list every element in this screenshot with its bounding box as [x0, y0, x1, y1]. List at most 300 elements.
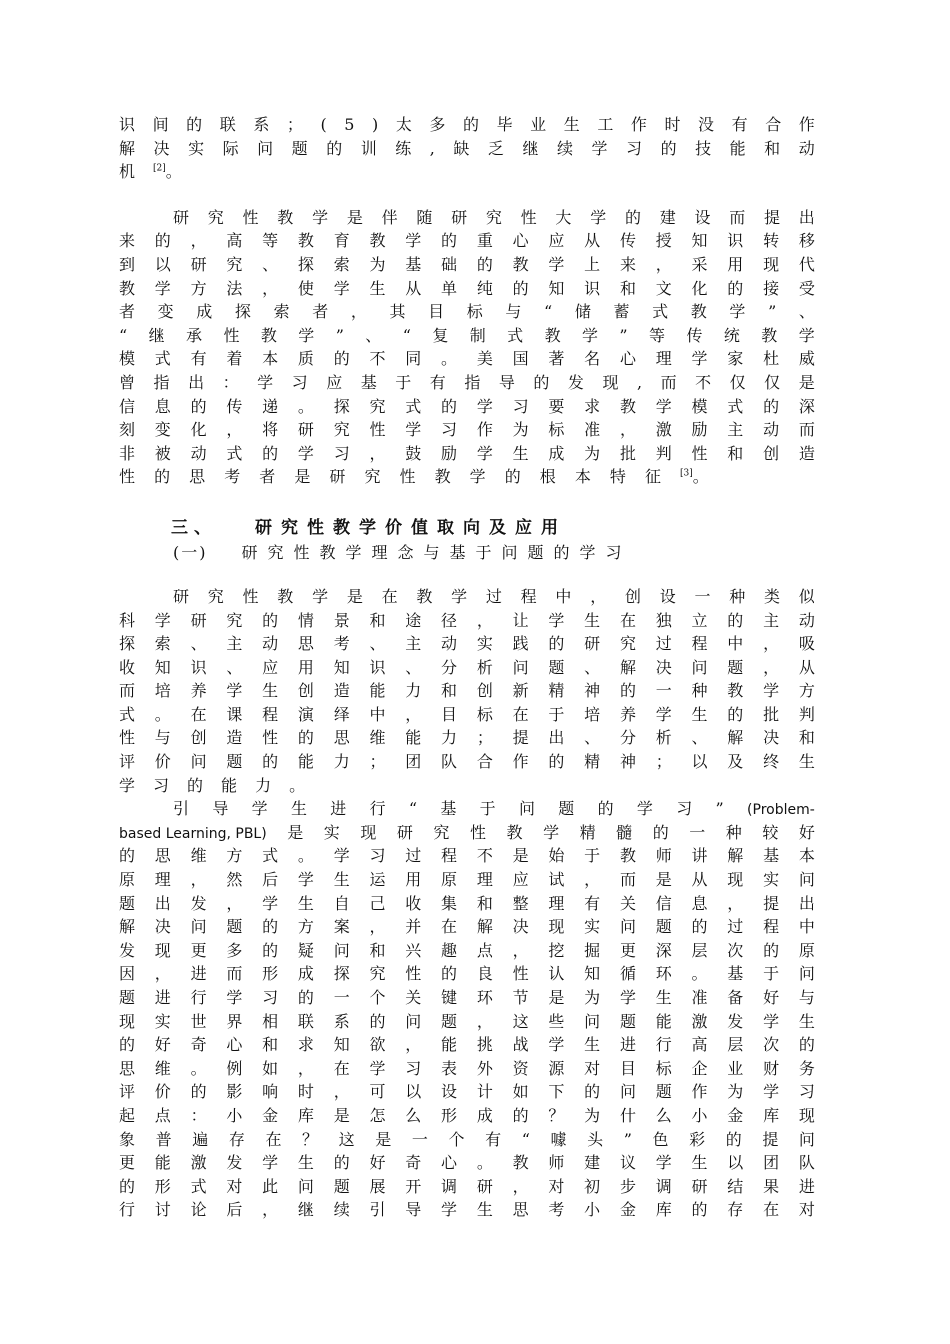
text-glyph: 而 [798, 420, 815, 440]
text-glyph: 进 [798, 1176, 815, 1196]
text-glyph: 题 [226, 752, 243, 772]
text-glyph: 整 [512, 893, 529, 913]
text-glyph: 行 [655, 1035, 672, 1055]
text-glyph: 性 [691, 443, 708, 463]
text-glyph: 的 [691, 917, 708, 937]
text-glyph: 开 [405, 1176, 422, 1196]
text-glyph: 重 [476, 231, 493, 251]
text-glyph: 实 [154, 1011, 171, 1031]
text-glyph: 没 [698, 115, 715, 134]
text-glyph: 究 [226, 254, 243, 274]
text-glyph: 进 [154, 988, 171, 1007]
text-glyph: 息 [154, 396, 171, 416]
text-glyph: 续 [333, 1200, 350, 1220]
text-glyph: 种 [691, 681, 708, 701]
subsection-title: 研究性教学理念与基于问题的学习 [241, 542, 632, 562]
text-glyph: 和 [476, 893, 493, 913]
text-glyph: 多 [429, 115, 446, 134]
text-glyph: ” [619, 325, 628, 345]
text-glyph: 彩 [689, 1129, 706, 1149]
section-title: 研究性教学价值取向及应用 [255, 517, 567, 538]
text-glyph: 神 [584, 681, 601, 701]
text-glyph: 髓 [616, 822, 633, 842]
text-glyph: 、 [190, 634, 207, 654]
text-glyph: 实 [763, 870, 780, 890]
text-glyph: 性 [469, 822, 486, 842]
text-glyph: ， [154, 964, 171, 984]
text-glyph: 变 [157, 302, 174, 322]
text-glyph: 发 [567, 372, 584, 392]
text-glyph: 信 [655, 893, 672, 913]
text-glyph: 求 [584, 396, 601, 416]
text-glyph: 教 [277, 586, 294, 606]
text-glyph: 学 [405, 231, 422, 251]
text-glyph: 征 [644, 467, 661, 487]
text-glyph: 立 [691, 610, 708, 630]
text-glyph: 设 [694, 207, 711, 227]
text-glyph: 径 [441, 610, 458, 630]
text-glyph: 的 [333, 1153, 350, 1173]
text-glyph: 习 [369, 846, 386, 866]
text-glyph: 学 [548, 610, 565, 630]
text-glyph: 习 [333, 443, 350, 463]
text-glyph: 时 [664, 115, 681, 134]
text-glyph: ， [727, 893, 744, 913]
text-glyph: 原 [119, 870, 136, 890]
text-glyph: 系 [253, 115, 270, 134]
text-glyph: 良 [476, 964, 493, 984]
text-line [119, 324, 815, 348]
text-glyph: 、 [584, 657, 601, 677]
text-glyph: 业 [530, 115, 547, 134]
text-glyph: 形 [154, 1176, 171, 1196]
text-glyph: 识 [119, 115, 136, 134]
text-glyph: 式 [727, 396, 744, 416]
text-glyph: 和 [619, 278, 636, 298]
text-glyph: 过 [727, 917, 744, 937]
text-glyph: 生 [262, 681, 279, 701]
text-glyph: 从 [798, 657, 815, 677]
text-glyph: (Problem- [747, 802, 815, 819]
text-glyph: 式 [652, 302, 669, 322]
text-glyph: 课 [226, 704, 243, 724]
text-glyph: 进 [330, 799, 347, 819]
text-glyph: 息 [691, 893, 708, 913]
text-glyph: 不 [695, 372, 712, 392]
text-glyph: 单 [441, 278, 458, 298]
text-glyph: 和 [369, 940, 386, 960]
text-glyph: 受 [798, 278, 815, 298]
text-glyph: 使 [297, 278, 314, 298]
text-glyph: 发 [190, 893, 207, 913]
text-glyph: 用 [727, 254, 744, 274]
text-glyph: 色 [652, 1129, 669, 1149]
text-glyph: 作 [512, 752, 529, 772]
text-glyph: 研 [173, 207, 190, 227]
text-glyph: 的 [533, 372, 550, 392]
text-glyph: 础 [441, 254, 458, 274]
text-glyph: 现 [360, 822, 377, 842]
text-glyph: 备 [727, 988, 744, 1007]
text-glyph: 养 [619, 704, 636, 724]
text-glyph: ， [369, 917, 386, 937]
text-glyph: 的 [476, 254, 493, 274]
text-glyph: 知 [691, 231, 708, 251]
text-glyph: 教 [761, 325, 778, 345]
text-glyph: 索 [333, 254, 350, 274]
text-glyph: 过 [655, 634, 672, 654]
text-line [119, 892, 815, 916]
text-glyph: 联 [297, 1011, 314, 1031]
text-glyph: 究 [433, 822, 450, 842]
text-glyph: 本 [262, 349, 279, 369]
text-glyph: 讲 [691, 846, 708, 866]
text-glyph: 实 [476, 634, 493, 654]
text-line [119, 585, 815, 609]
text-glyph: 大 [555, 207, 572, 227]
text-line [119, 821, 815, 845]
text-glyph: 是 [375, 1129, 392, 1149]
text-glyph: 现 [548, 917, 565, 937]
text-glyph: 思 [189, 467, 206, 487]
text-glyph: 动 [798, 138, 815, 158]
text-glyph: 新 [512, 681, 529, 701]
text-glyph: 关 [405, 988, 422, 1007]
text-glyph: 判 [655, 443, 672, 463]
text-glyph: 主 [405, 634, 422, 654]
text-glyph: 以 [727, 1153, 744, 1173]
text-glyph: 动 [262, 634, 279, 654]
text-glyph: 式 [154, 349, 171, 369]
text-glyph: 对 [226, 1176, 243, 1196]
text-line [119, 797, 815, 821]
text-glyph: 来 [619, 254, 636, 274]
text-glyph: 更 [119, 1153, 136, 1173]
text-glyph: 一 [655, 681, 672, 701]
text-line [119, 656, 815, 680]
text-glyph: 维 [154, 1058, 171, 1078]
text-glyph: 队 [441, 752, 458, 772]
text-glyph: 导 [212, 799, 229, 819]
text-glyph: 存 [727, 1200, 744, 1220]
text-line [119, 1128, 815, 1152]
text-glyph: 模 [691, 396, 708, 416]
text-glyph: 过 [405, 846, 422, 866]
text-glyph: 形 [441, 1105, 458, 1125]
text-glyph: 研 [190, 610, 207, 630]
text-glyph: 被 [154, 443, 171, 463]
text-glyph: 教 [277, 207, 294, 227]
text-glyph: 现 [727, 870, 744, 890]
text-glyph: 继 [148, 325, 165, 345]
text-line [119, 844, 815, 868]
text-glyph: 生 [798, 1011, 815, 1031]
text-glyph: 判 [798, 704, 815, 724]
subsection-number: (一) [173, 542, 208, 562]
text-glyph: 影 [226, 1082, 243, 1102]
text-glyph: 教 [434, 467, 451, 487]
text-glyph: 独 [655, 610, 672, 630]
text-glyph: 维 [190, 846, 207, 866]
text-glyph: 库 [763, 1105, 780, 1125]
text-glyph: 是 [346, 586, 363, 606]
text-glyph: 激 [655, 420, 672, 440]
text-glyph: 等 [649, 325, 666, 345]
text-glyph: 学 [333, 846, 350, 866]
text-glyph: 中 [555, 586, 572, 606]
text-glyph: 主 [763, 610, 780, 630]
text-glyph: 以 [691, 752, 708, 772]
text-glyph: 试 [548, 870, 565, 890]
text-glyph: 吸 [798, 634, 815, 654]
text-glyph: 关 [619, 893, 636, 913]
text-glyph: 些 [548, 1011, 565, 1031]
text-glyph: 心 [619, 349, 636, 369]
text-glyph: 练 [395, 138, 412, 158]
text-glyph: 思 [154, 846, 171, 866]
text-glyph: 果 [763, 1176, 780, 1196]
text-glyph: 著 [548, 349, 565, 369]
text-glyph: ) [372, 115, 379, 134]
text-line [119, 1080, 815, 1104]
text-glyph: ， [763, 634, 780, 654]
text-glyph: 问 [512, 657, 529, 677]
text-glyph: 探 [333, 964, 350, 984]
text-glyph: 缺 [453, 138, 470, 158]
text-glyph: 联 [219, 115, 236, 134]
text-glyph: 从 [405, 278, 422, 298]
text-glyph: 承 [186, 325, 203, 345]
text-glyph: 方 [297, 917, 314, 937]
text-glyph: ？ [302, 1129, 319, 1149]
text-glyph: 演 [297, 704, 314, 724]
text-glyph: 在 [265, 1129, 282, 1149]
text-glyph: 时 [297, 1082, 314, 1102]
text-glyph: 头 [587, 1129, 604, 1149]
text-glyph: 学 [297, 870, 314, 890]
text-glyph: 力 [255, 775, 272, 795]
text-glyph: 际 [222, 138, 239, 158]
text-glyph: 出 [798, 893, 815, 913]
text-glyph: 准 [584, 420, 601, 440]
text-glyph: 高 [691, 1035, 708, 1055]
text-glyph: 怎 [369, 1105, 386, 1125]
text-glyph: 题 [655, 1082, 672, 1102]
text-glyph: 究 [364, 467, 381, 487]
text-glyph: 一 [689, 822, 706, 842]
text-glyph: 能 [729, 138, 746, 158]
text-glyph: 科 [119, 610, 136, 630]
text-glyph: 教 [727, 681, 744, 701]
text-glyph: 学 [476, 443, 493, 463]
text-glyph: ； [476, 728, 493, 748]
text-glyph: 学 [451, 586, 468, 606]
text-glyph: 变 [154, 420, 171, 440]
text-glyph: 学 [619, 988, 636, 1007]
text-glyph: 家 [727, 349, 744, 369]
text-glyph: based Learning, PBL) [119, 825, 267, 842]
text-glyph: 题 [119, 893, 136, 913]
text-glyph: ， [763, 657, 780, 677]
text-glyph: 习 [626, 138, 643, 158]
text-glyph: 发 [226, 1153, 243, 1173]
text-glyph: 是 [512, 846, 529, 866]
text-glyph: 系 [333, 1011, 350, 1031]
text-glyph: 复 [432, 325, 449, 345]
text-glyph: 与 [154, 728, 171, 748]
text-glyph: 运 [369, 870, 386, 890]
text-glyph: 问 [190, 917, 207, 937]
text-glyph: 名 [584, 349, 601, 369]
text-glyph: 己 [369, 893, 386, 913]
text-glyph: 问 [798, 870, 815, 890]
text-glyph: 的 [262, 443, 279, 463]
text-glyph: 教 [544, 325, 561, 345]
text-glyph: 过 [485, 586, 502, 606]
text-glyph: 世 [190, 1011, 207, 1031]
text-glyph: 者 [119, 302, 136, 322]
text-glyph: 此 [262, 1176, 279, 1196]
text-glyph: 后 [226, 1200, 243, 1220]
text-glyph: 目 [441, 704, 458, 724]
text-glyph: 解 [476, 917, 493, 937]
text-glyph: 的 [725, 1129, 742, 1149]
text-glyph: 、 [584, 728, 601, 748]
text-glyph: 的 [763, 396, 780, 416]
text-glyph: 解 [119, 138, 136, 158]
text-line [119, 632, 815, 656]
text-glyph: 习 [291, 372, 308, 392]
text-glyph: 应 [512, 870, 529, 890]
text-glyph: 种 [729, 586, 746, 606]
text-glyph: 程 [691, 634, 708, 654]
text-glyph: ( [320, 115, 327, 134]
text-glyph: 和 [798, 728, 815, 748]
text-glyph: 实 [323, 822, 340, 842]
text-glyph: 于 [395, 372, 412, 392]
text-glyph: 标 [476, 704, 493, 724]
text-glyph: 造 [798, 443, 815, 463]
text-glyph: 有 [190, 349, 207, 369]
paragraph-research [119, 206, 815, 489]
text-glyph: 毕 [496, 115, 513, 134]
text-glyph: 起 [119, 1105, 136, 1125]
text-glyph: 解 [727, 728, 744, 748]
text-glyph: 以 [405, 1082, 422, 1102]
text-glyph: 合 [476, 752, 493, 772]
text-glyph: 学 [655, 396, 672, 416]
text-glyph: 问 [619, 917, 636, 937]
text-glyph: 景 [333, 610, 350, 630]
text-line [119, 939, 815, 963]
text-glyph: 好 [763, 988, 780, 1007]
text-glyph: 的 [326, 138, 343, 158]
text-glyph: 准 [691, 988, 708, 1007]
text-glyph: 学 [582, 325, 599, 345]
text-glyph: 美 [476, 349, 493, 369]
text-glyph: 、 [262, 254, 279, 274]
text-glyph: 识 [727, 231, 744, 251]
text-glyph: 性 [119, 467, 136, 487]
text-glyph: 研 [476, 1176, 493, 1196]
text-line [119, 418, 815, 442]
document-page [119, 113, 815, 1222]
text-glyph: 化 [190, 420, 207, 440]
text-glyph: 于 [479, 799, 496, 819]
text-glyph: 知 [154, 657, 171, 677]
text-glyph: 的 [584, 1082, 601, 1102]
text-glyph: 出 [548, 728, 565, 748]
text-glyph: ？ [548, 1105, 565, 1125]
text-glyph: 合 [765, 115, 782, 134]
text-line [119, 703, 815, 727]
text-glyph: 学 [119, 775, 136, 795]
text-glyph: 纯 [476, 278, 493, 298]
text-glyph: 的 [262, 752, 279, 772]
text-glyph: 上 [584, 254, 601, 274]
text-line [119, 113, 815, 137]
text-glyph: ， [297, 1058, 314, 1078]
text-glyph: 的 [369, 1011, 386, 1031]
text-glyph: 。 [190, 1058, 207, 1078]
text-glyph: 生 [584, 610, 601, 630]
text-glyph: 式 [405, 396, 422, 416]
text-line [119, 1151, 815, 1175]
text-glyph: 生 [297, 893, 314, 913]
text-glyph: 的 [119, 1176, 136, 1196]
text-glyph: 的 [727, 610, 744, 630]
text-glyph: 的 [504, 467, 521, 487]
text-glyph: 认 [548, 964, 565, 984]
text-glyph: 知 [584, 964, 601, 984]
text-glyph: 问 [619, 1082, 636, 1102]
text-glyph: “ [119, 325, 128, 345]
text-glyph: 标 [655, 1058, 672, 1078]
text-glyph: 学 [548, 254, 565, 274]
text-glyph: 生 [798, 752, 815, 772]
text-glyph: , [636, 372, 643, 392]
text-glyph: 。 [476, 1153, 493, 1173]
text-glyph: 发 [727, 1011, 744, 1031]
text-glyph: ， [350, 302, 367, 322]
text-line [119, 986, 815, 1010]
text-glyph: 金 [619, 1200, 636, 1220]
text-glyph: 究 [207, 207, 224, 227]
text-glyph: 研 [190, 254, 207, 274]
text-glyph: 究 [485, 207, 502, 227]
text-glyph: 动 [190, 443, 207, 463]
text-glyph: 究 [369, 964, 386, 984]
text-line [119, 1033, 815, 1057]
text-glyph: “ [521, 1129, 530, 1149]
text-glyph: 动 [763, 420, 780, 440]
text-glyph: 财 [763, 1058, 780, 1078]
text-glyph: 相 [262, 1011, 279, 1031]
text-glyph: 性 [405, 964, 422, 984]
text-glyph: 、 [405, 657, 422, 677]
text-glyph: 将 [262, 420, 279, 440]
text-glyph: 学 [729, 302, 746, 322]
text-glyph: 造 [226, 728, 243, 748]
text-glyph: 现 [602, 372, 619, 392]
text-glyph: 而 [226, 964, 243, 984]
text-glyph: 决 [154, 917, 171, 937]
text-glyph: ， [262, 278, 279, 298]
text-glyph: 的 [297, 728, 314, 748]
text-glyph: 学 [441, 1200, 458, 1220]
text-glyph: 研 [329, 467, 346, 487]
text-glyph: 调 [441, 1176, 458, 1196]
